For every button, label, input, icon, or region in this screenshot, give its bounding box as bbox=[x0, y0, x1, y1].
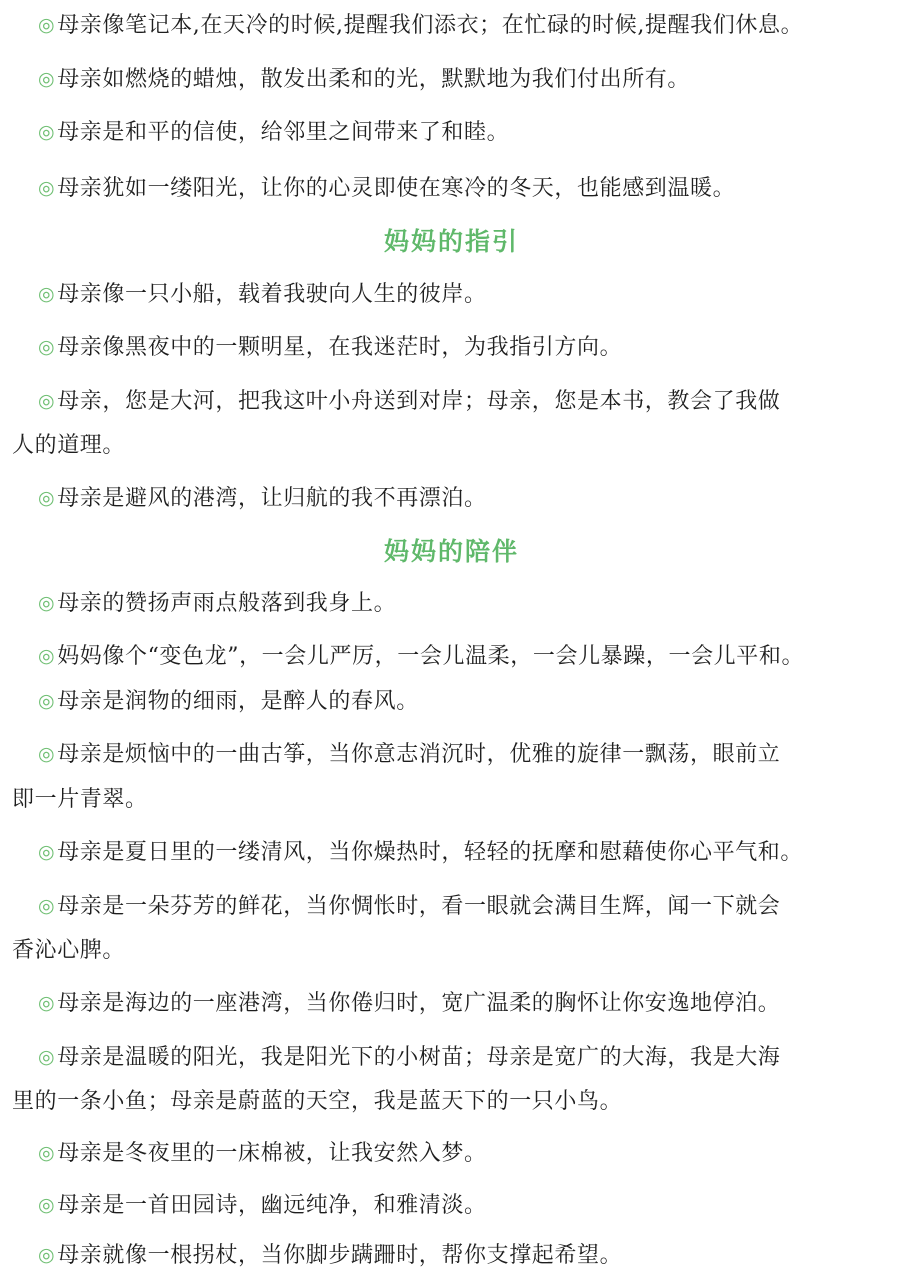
sentence-text: 母亲，您是大河，把我这叶小舟送到对岸；母亲，您是本书，教会了我做 bbox=[57, 389, 781, 414]
sentence-line bbox=[12, 325, 892, 371]
double-circle-icon: ◎ bbox=[38, 390, 56, 412]
double-circle-icon: ◎ bbox=[38, 177, 56, 199]
sentence-continuation bbox=[12, 1079, 892, 1125]
sentence-text: 香沁心脾。 bbox=[12, 938, 126, 963]
sentence-line bbox=[12, 110, 892, 156]
double-circle-icon: ◎ bbox=[38, 1194, 56, 1216]
sentence-line bbox=[12, 272, 892, 318]
sentence-text: 母亲像一只小船，载着我驶向人生的彼岸。 bbox=[57, 282, 487, 307]
sentence-line bbox=[12, 3, 892, 49]
sentence-line bbox=[12, 830, 892, 876]
double-circle-icon: ◎ bbox=[38, 336, 56, 358]
double-circle-icon: ◎ bbox=[38, 592, 56, 614]
section-heading-guidance: 妈妈的指引 bbox=[383, 227, 519, 256]
double-circle-icon: ◎ bbox=[38, 14, 56, 36]
double-circle-icon: ◎ bbox=[38, 690, 56, 712]
sentence-text: 母亲是一首田园诗，幽远纯净，和雅清淡。 bbox=[57, 1193, 487, 1218]
double-circle-icon: ◎ bbox=[38, 743, 56, 765]
sentence-text: 妈妈像个“变色龙”，一会儿严厉，一会儿温柔，一会儿暴躁，一会儿平和。 bbox=[57, 644, 805, 669]
sentence-text: 母亲是烦恼中的一曲古筝，当你意志消沉时，优雅的旋律一飘荡，眼前立 bbox=[57, 742, 781, 767]
sentence-text: 母亲犹如一缕阳光，让你的心灵即使在寒冷的冬天，也能感到温暖。 bbox=[57, 176, 736, 201]
sentence-line bbox=[12, 981, 892, 1027]
section-heading-companionship: 妈妈的陪伴 bbox=[383, 537, 519, 566]
sentence-line bbox=[12, 732, 892, 778]
sentence-text: 里的一条小鱼；母亲是蔚蓝的天空，我是蓝天下的一只小鸟。 bbox=[12, 1089, 623, 1114]
sentence-text: 母亲是避风的港湾，让归航的我不再漂泊。 bbox=[57, 486, 487, 511]
double-circle-icon: ◎ bbox=[38, 68, 56, 90]
double-circle-icon: ◎ bbox=[38, 121, 56, 143]
sentence-text: 母亲是夏日里的一缕清风，当你燥热时，轻轻的抚摩和慰藉使你心平气和。 bbox=[57, 840, 803, 865]
sentence-line bbox=[12, 476, 892, 522]
sentence-line bbox=[12, 57, 892, 103]
double-circle-icon: ◎ bbox=[38, 487, 56, 509]
sentence-line bbox=[12, 634, 892, 680]
sentence-continuation bbox=[12, 777, 892, 823]
sentence-line bbox=[12, 1183, 892, 1229]
sentence-continuation bbox=[12, 928, 892, 974]
double-circle-icon: ◎ bbox=[38, 841, 56, 863]
sentence-line bbox=[12, 379, 892, 425]
sentence-text: 母亲是温暖的阳光，我是阳光下的小树苗；母亲是宽广的大海，我是大海 bbox=[57, 1045, 781, 1070]
sentence-continuation bbox=[12, 423, 892, 469]
sentence-text: 母亲是冬夜里的一床棉被，让我安然入梦。 bbox=[57, 1141, 487, 1166]
sentence-text: 母亲像黑夜中的一颗明星，在我迷茫时，为我指引方向。 bbox=[57, 335, 623, 360]
sentence-text: 母亲的赞扬声雨点般落到我身上。 bbox=[57, 591, 397, 616]
double-circle-icon: ◎ bbox=[38, 1142, 56, 1164]
double-circle-icon: ◎ bbox=[38, 645, 56, 667]
sentence-text: 即一片青翠。 bbox=[12, 787, 148, 812]
sentence-line bbox=[12, 166, 892, 212]
double-circle-icon: ◎ bbox=[38, 992, 56, 1014]
double-circle-icon: ◎ bbox=[38, 1046, 56, 1068]
sentence-text: 母亲是和平的信使，给邻里之间带来了和睦。 bbox=[57, 120, 510, 145]
sentence-text: 母亲是润物的细雨，是醉人的春风。 bbox=[57, 689, 419, 714]
sentence-text: 人的道理。 bbox=[12, 433, 126, 458]
sentence-text: 母亲如燃烧的蜡烛，散发出柔和的光，默默地为我们付出所有。 bbox=[57, 67, 690, 92]
sentence-line bbox=[12, 884, 892, 930]
sentence-text: 母亲是海边的一座港湾，当你倦归时，宽广温柔的胸怀让你安逸地停泊。 bbox=[57, 991, 781, 1016]
sentence-line bbox=[12, 581, 892, 627]
sentence-line bbox=[12, 679, 892, 725]
double-circle-icon: ◎ bbox=[38, 283, 56, 305]
sentence-line bbox=[12, 1131, 892, 1177]
double-circle-icon: ◎ bbox=[38, 895, 56, 917]
sentence-text: 母亲是一朵芬芳的鲜花，当你惆怅时，看一眼就会满目生辉，闻一下就会 bbox=[57, 894, 781, 919]
sentence-line bbox=[12, 1035, 892, 1081]
double-circle-icon: ◎ bbox=[38, 1244, 56, 1266]
sentence-text: 母亲像笔记本,在天冷的时候,提醒我们添衣；在忙碌的时候,提醒我们休息。 bbox=[57, 13, 804, 38]
sentence-text: 母亲就像一根拐杖，当你脚步蹒跚时，帮你支撑起希望。 bbox=[57, 1243, 623, 1268]
sentence-line bbox=[12, 1233, 892, 1279]
